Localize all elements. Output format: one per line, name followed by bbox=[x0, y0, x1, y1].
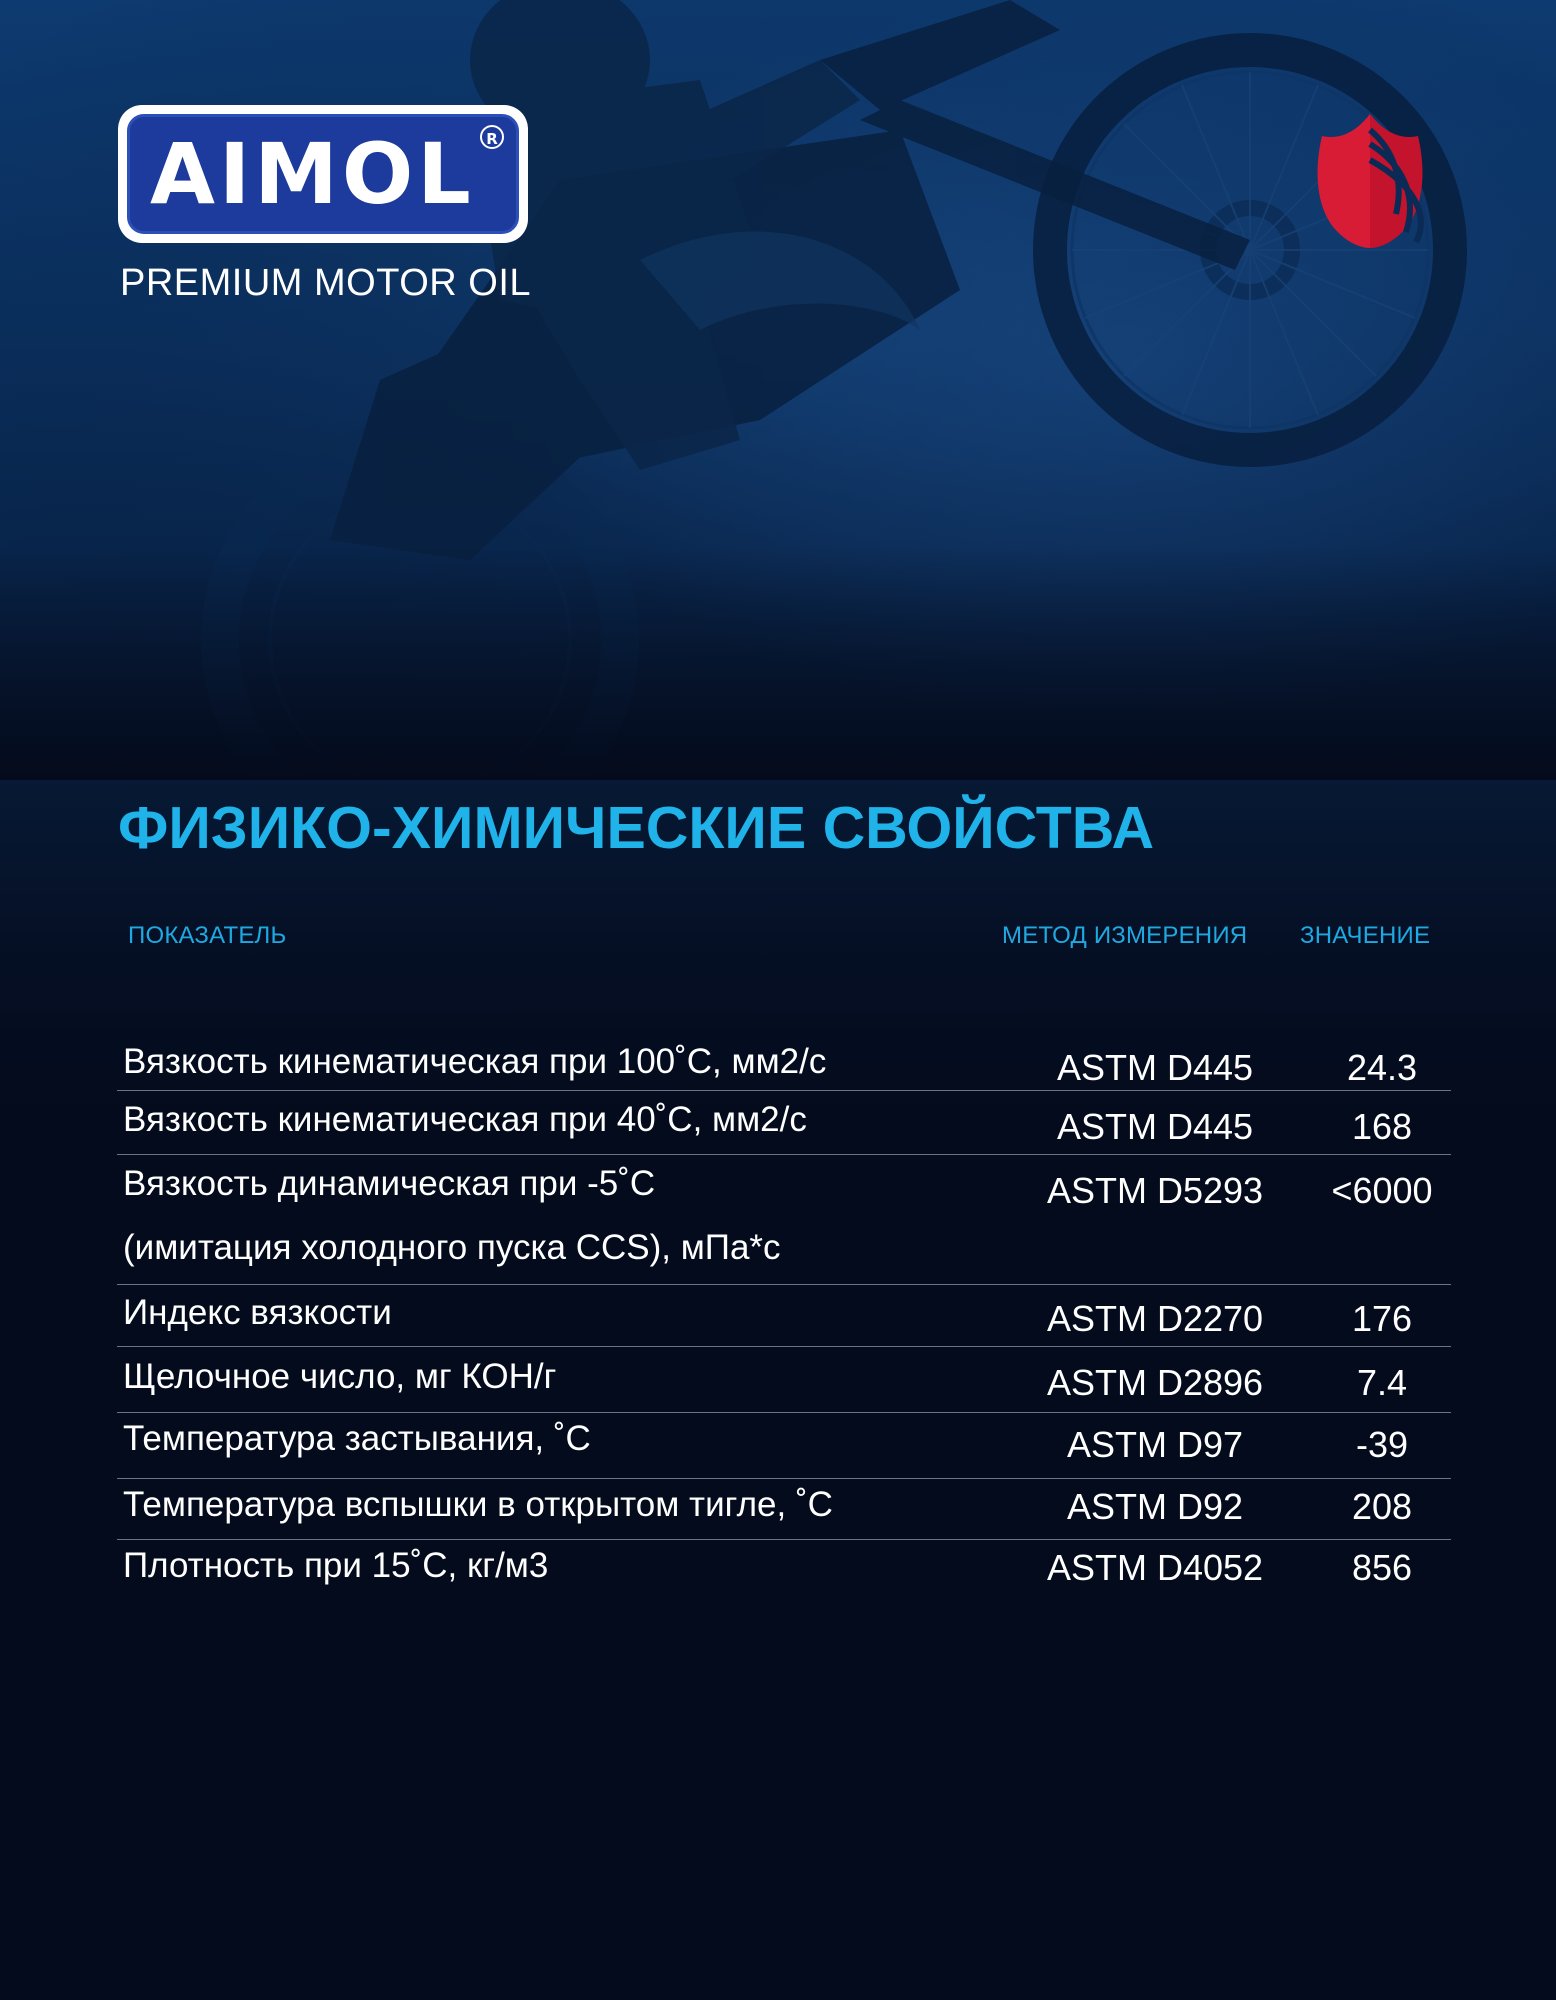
column-header-method: МЕТОД ИЗМЕРЕНИЯ bbox=[1002, 922, 1248, 949]
row-method: ASTM D5293 bbox=[1046, 1170, 1264, 1211]
table-row bbox=[117, 1155, 1451, 1285]
aimol-logo-inner bbox=[127, 114, 519, 234]
aimol-logo bbox=[118, 105, 528, 243]
registered-mark-icon: R bbox=[480, 125, 504, 149]
row-method: ASTM D445 bbox=[1056, 1106, 1254, 1147]
row-parameter: Вязкость динамическая при -5˚C (имитация холодного пуска CCS), мПа*с bbox=[123, 1164, 781, 1267]
row-method: ASTM D92 bbox=[1066, 1486, 1244, 1527]
table-row bbox=[117, 1413, 1451, 1479]
table-row bbox=[117, 1091, 1451, 1155]
table-row bbox=[117, 1030, 1451, 1091]
table-row bbox=[117, 1479, 1451, 1540]
row-value: 176 bbox=[1351, 1298, 1413, 1339]
row-value: 168 bbox=[1351, 1106, 1413, 1147]
table-row bbox=[117, 1285, 1451, 1347]
table-row bbox=[117, 1347, 1451, 1413]
row-value: 7.4 bbox=[1356, 1362, 1408, 1403]
brand-tagline: PREMIUM MOTOR OIL bbox=[120, 262, 532, 304]
row-parameter: Температура вспышки в открытом тигле, ˚C bbox=[123, 1485, 833, 1524]
row-method: ASTM D2896 bbox=[1046, 1362, 1264, 1403]
logo-wordmark: AIMOL bbox=[150, 125, 475, 223]
row-parameter: Индекс вязкости bbox=[123, 1293, 392, 1332]
row-value: 856 bbox=[1351, 1547, 1413, 1588]
table-row bbox=[117, 1540, 1451, 1604]
tulip-emblem-icon bbox=[1304, 110, 1436, 250]
row-parameter: Щелочное число, мг КОН/г bbox=[123, 1357, 557, 1396]
row-value: 24.3 bbox=[1346, 1047, 1418, 1088]
row-parameter: Температура застывания, ˚C bbox=[123, 1419, 591, 1458]
column-header-value: ЗНАЧЕНИЕ bbox=[1300, 922, 1431, 949]
row-method: ASTM D4052 bbox=[1046, 1547, 1264, 1588]
column-header-parameter: ПОКАЗАТЕЛЬ bbox=[128, 922, 287, 949]
row-method: ASTM D97 bbox=[1066, 1424, 1244, 1465]
row-parameter: Вязкость кинематическая при 40˚C, мм2/с bbox=[123, 1100, 807, 1139]
row-parameter: Вязкость кинематическая при 100˚C, мм2/с bbox=[123, 1042, 827, 1081]
row-method: ASTM D2270 bbox=[1046, 1298, 1264, 1339]
row-parameter: Плотность при 15˚C, кг/м3 bbox=[123, 1546, 549, 1585]
row-value: 208 bbox=[1351, 1486, 1413, 1527]
section-title: ФИЗИКО-ХИМИЧЕСКИЕ СВОЙСТВА bbox=[118, 795, 1155, 861]
row-method: ASTM D445 bbox=[1056, 1047, 1254, 1088]
row-value: <6000 bbox=[1331, 1170, 1433, 1211]
row-value: -39 bbox=[1355, 1424, 1409, 1465]
properties-table bbox=[117, 1030, 1451, 1604]
